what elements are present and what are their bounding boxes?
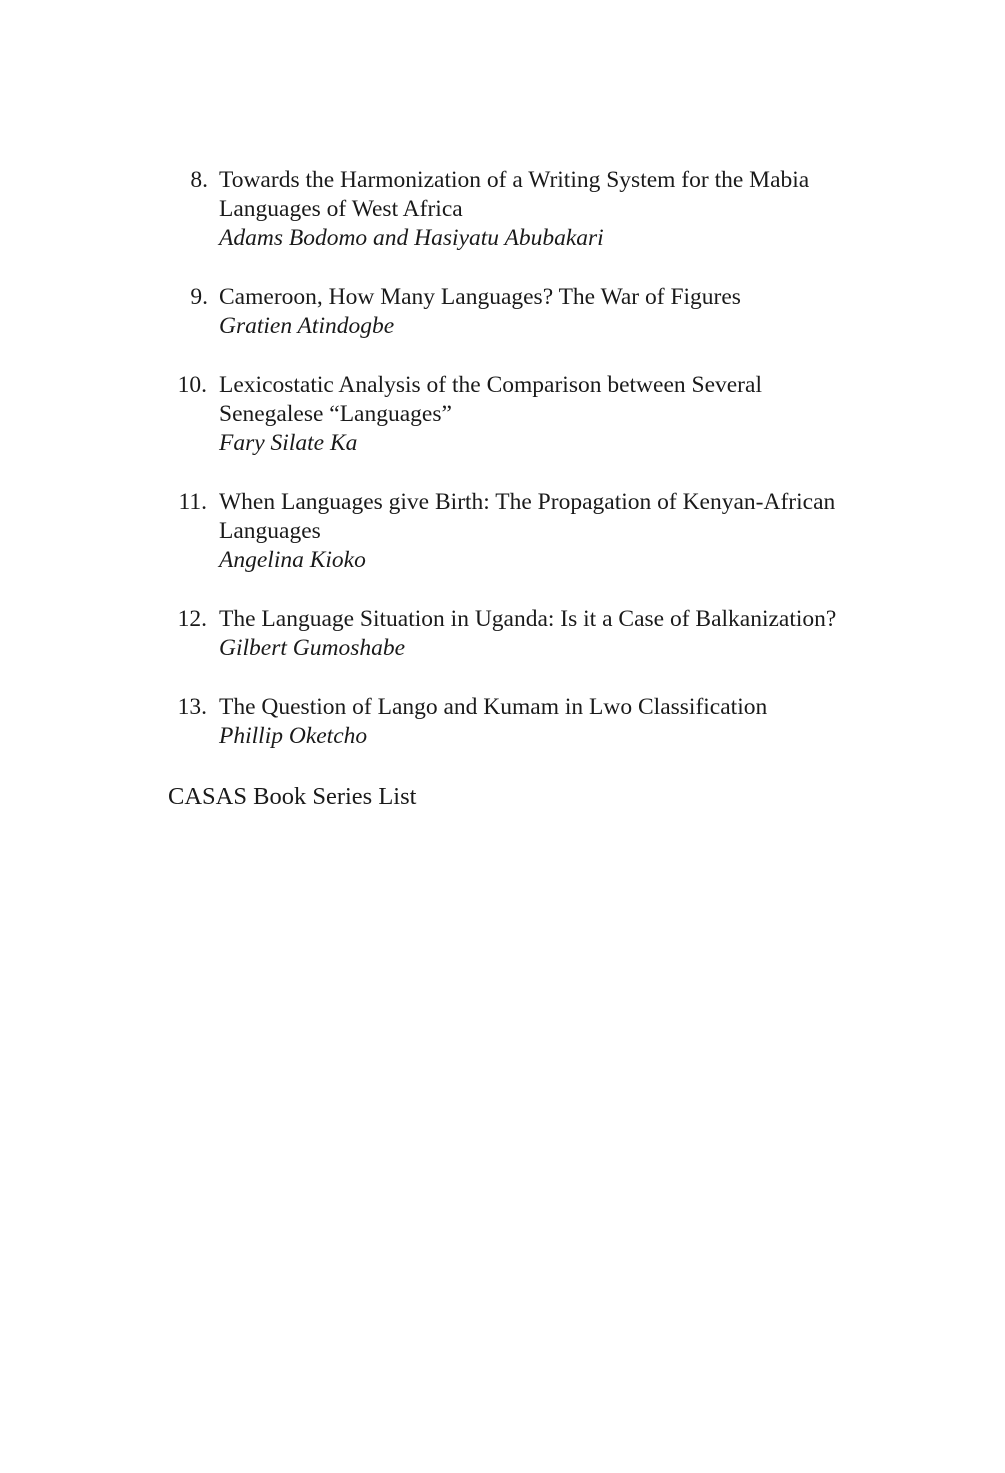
- toc-entry-12: [168, 605, 888, 663]
- chapter-number: 8.: [190, 167, 208, 193]
- chapter-number: 12.: [177, 606, 207, 632]
- toc-entry-10: [168, 371, 888, 458]
- chapter-number: 13.: [177, 694, 207, 720]
- chapter-author: Fary Silate Ka: [219, 430, 358, 456]
- chapter-title: When Languages give Birth: The Propagation of Kenyan-African Languages: [219, 489, 836, 544]
- toc-entry-13: [168, 693, 888, 751]
- chapter-author: Angelina Kioko: [219, 547, 366, 573]
- chapter-author: Gratien Atindogbe: [219, 313, 395, 339]
- chapter-title: The Question of Lango and Kumam in Lwo Classification: [219, 694, 768, 720]
- toc-entry-9: [168, 283, 888, 341]
- chapter-title: Towards the Harmonization of a Writing System for the Mabia Languages of West Africa: [219, 167, 810, 222]
- book-series-list-heading: CASAS Book Series List: [168, 783, 417, 810]
- chapter-title: The Language Situation in Uganda: Is it a Case of Balkanization?: [219, 606, 837, 632]
- chapter-author: Adams Bodomo and Hasiyatu Abubakari: [219, 225, 604, 251]
- chapter-number: 9.: [190, 284, 208, 310]
- chapter-number: 10.: [177, 372, 207, 398]
- toc-entry-11: [168, 488, 888, 575]
- chapter-author: Gilbert Gumoshabe: [219, 635, 406, 661]
- chapter-number: 11.: [178, 489, 207, 515]
- chapter-author: Phillip Oketcho: [219, 723, 368, 749]
- toc-entry-8: [168, 166, 888, 253]
- chapter-title: Cameroon, How Many Languages? The War of Figures: [219, 284, 741, 310]
- table-of-contents: [168, 166, 888, 751]
- chapter-title: Lexicostatic Analysis of the Comparison between Several Senegalese “Languages”: [219, 372, 762, 427]
